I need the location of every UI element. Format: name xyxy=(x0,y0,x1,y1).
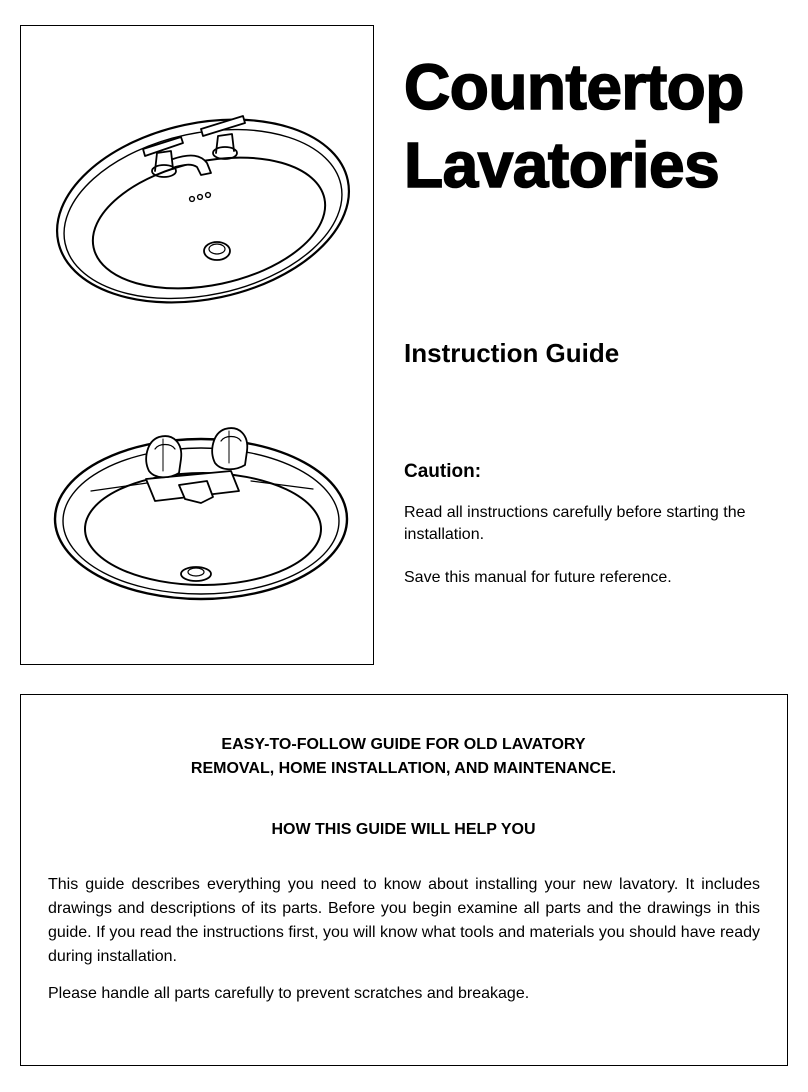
help-heading: HOW THIS GUIDE WILL HELP YOU xyxy=(271,821,536,838)
title-line-1: Countertop xyxy=(404,51,744,123)
guide-heading-line-2: REMOVAL, HOME INSTALLATION, AND MAINTENANCE. xyxy=(190,760,617,777)
guide-heading xyxy=(21,733,786,781)
caution-text-read: Read all instructions carefully before starting the installation. xyxy=(404,504,746,543)
subtitle: Instruction Guide xyxy=(404,338,620,368)
guide-info-box xyxy=(20,694,788,1066)
guide-heading-line-1: EASY-TO-FOLLOW GUIDE FOR OLD LAVATORY xyxy=(221,736,586,753)
caution-text-save: Save this manual for future reference. xyxy=(404,569,672,586)
oval-sink-with-lever-faucet-icon xyxy=(51,101,381,321)
guide-paragraph-1: This guide describes everything you need to know about installing your new lavatory. It includes drawings and descriptions of its parts. Before you begin examine all parts and the drawings in this guide. If you read the instructions first, you will know what tools and materials you should have ready during installation. xyxy=(48,876,760,965)
oval-sink-with-knob-faucet-icon xyxy=(51,401,381,616)
title-line-2: Lavatories xyxy=(404,129,720,201)
page-title xyxy=(404,48,744,204)
illustration-panel xyxy=(20,25,374,665)
caution-label: Caution: xyxy=(404,461,482,482)
guide-paragraph-2: Please handle all parts carefully to prevent scratches and breakage. xyxy=(48,985,530,1002)
